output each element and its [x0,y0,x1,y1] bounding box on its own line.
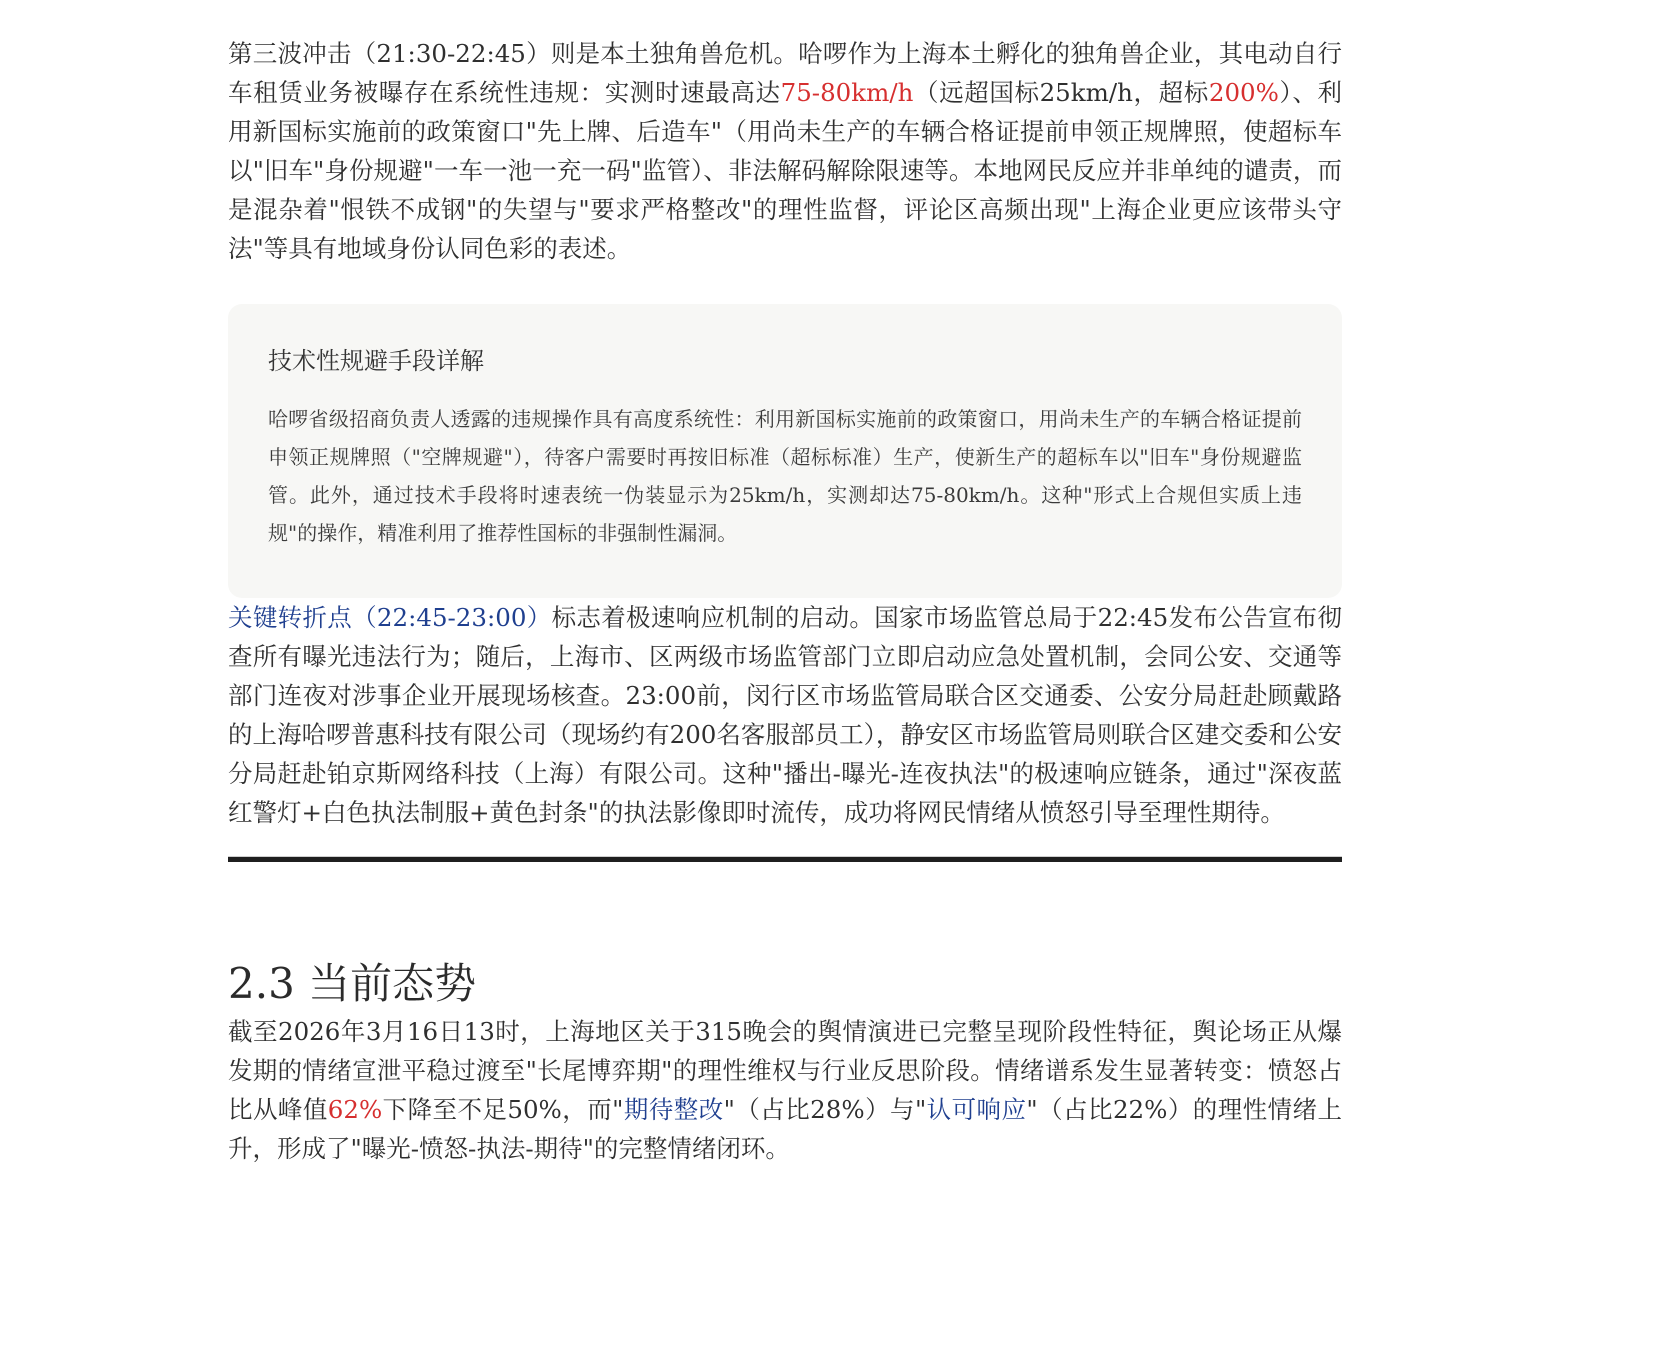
paragraph-current-situation [228,1012,1342,1168]
horizontal-divider [228,856,1342,862]
highlight-peak-anger: 62% [327,1095,383,1124]
highlight-speed: 75-80km/h [780,78,914,107]
paragraph-text: 下降至不足50%，而" [382,1095,624,1124]
paragraph-third-wave [228,34,1342,268]
highlight-expect-rectification: 期待整改 [623,1095,724,1124]
section-heading: 2.3 当前态势 [228,959,477,1008]
paragraph-text: "（占比28%）与" [723,1095,927,1124]
callout-box-technical-evasion [228,304,1342,598]
callout-text: 哈啰省级招商负责人透露的违规操作具有高度系统性：利用新国标实施前的政策窗口，用尚未生产的车辆合格证提前申领正规牌照（"空牌规避"），待客户需要时再按旧标准（超标标准）生产，使新生产的超标车以"旧车"身份规避监管。此外，通过技术手段将时速表统一伪装显示为25km/h，实测却达75-80km/h。这种"形式上合规但实质上违规"的操作，精准利用了推荐性国标的非强制性漏洞。 [268,407,1302,545]
document-page [228,34,1342,1168]
paragraph-text: 标志着极速响应机制的启动。国家市场监管总局于22:45发布公告宣布彻查所有曝光违法行为；随后，上海市、区两级市场监管部门立即启动应急处置机制，会同公安、交通等部门连夜对涉事企业开展现场核查。23:00前，闵行区市场监管局联合区交通委、公安分局赶赴顾戴路的上海哈啰普惠科技有限公司（现场约有200名客服部员工），静安区市场监管局则联合区建交委和公安分局赶赴铂京斯网络科技（上海）有限公司。这种"播出-曝光-连夜执法"的极速响应链条，通过"深夜蓝红警灯+白色执法制服+黄色封条"的执法影像即时流传，成功将网民情绪从愤怒引导至理性期待。 [228,603,1342,827]
paragraph-text: 第三波冲击（21:30-22:45）则是本土独角兽危机。哈啰作为上海本土孵化的独角兽企业，其电动自行车租赁业务被曝存在系统性违规：实测时速最高达 [228,39,1342,107]
highlight-overspeed-percent: 200% [1208,78,1279,107]
highlight-approve-response: 认可响应 [926,1095,1027,1124]
callout-title: 技术性规避手段详解 [268,347,484,375]
paragraph-text: ）、利用新国标实施前的政策窗口"先上牌、后造车"（用尚未生产的车辆合格证提前申领正规牌照，使超标车以"旧车"身份规避"一车一池一充一码"监管）、非法解码解除限速等。本地网民反应并非单纯的谴责，而是混杂着"恨铁不成钢"的失望与"要求严格整改"的理性监督，评论区高频出现"上海企业更应该带头守法"等具有地域身份认同色彩的表述。 [228,78,1343,263]
paragraph-text: （远超国标25km/h，超标 [913,78,1209,107]
paragraph-text: "（占比22%）的理性情绪上升，形成了"曝光-愤怒-执法-期待"的完整情绪闭环。 [228,1095,1342,1163]
paragraph-turning-point [228,598,1342,832]
highlight-turning-point: 关键转折点（22:45-23:00） [228,603,552,632]
paragraph-text: 截至2026年3月16日13时，上海地区关于315晚会的舆情演进已完整呈现阶段性特征，舆论场正从爆发期的情绪宣泄平稳过渡至"长尾博弈期"的理性维权与行业反思阶段。情绪谱系发生显著转变：愤怒占比从峰值 [228,1017,1342,1124]
